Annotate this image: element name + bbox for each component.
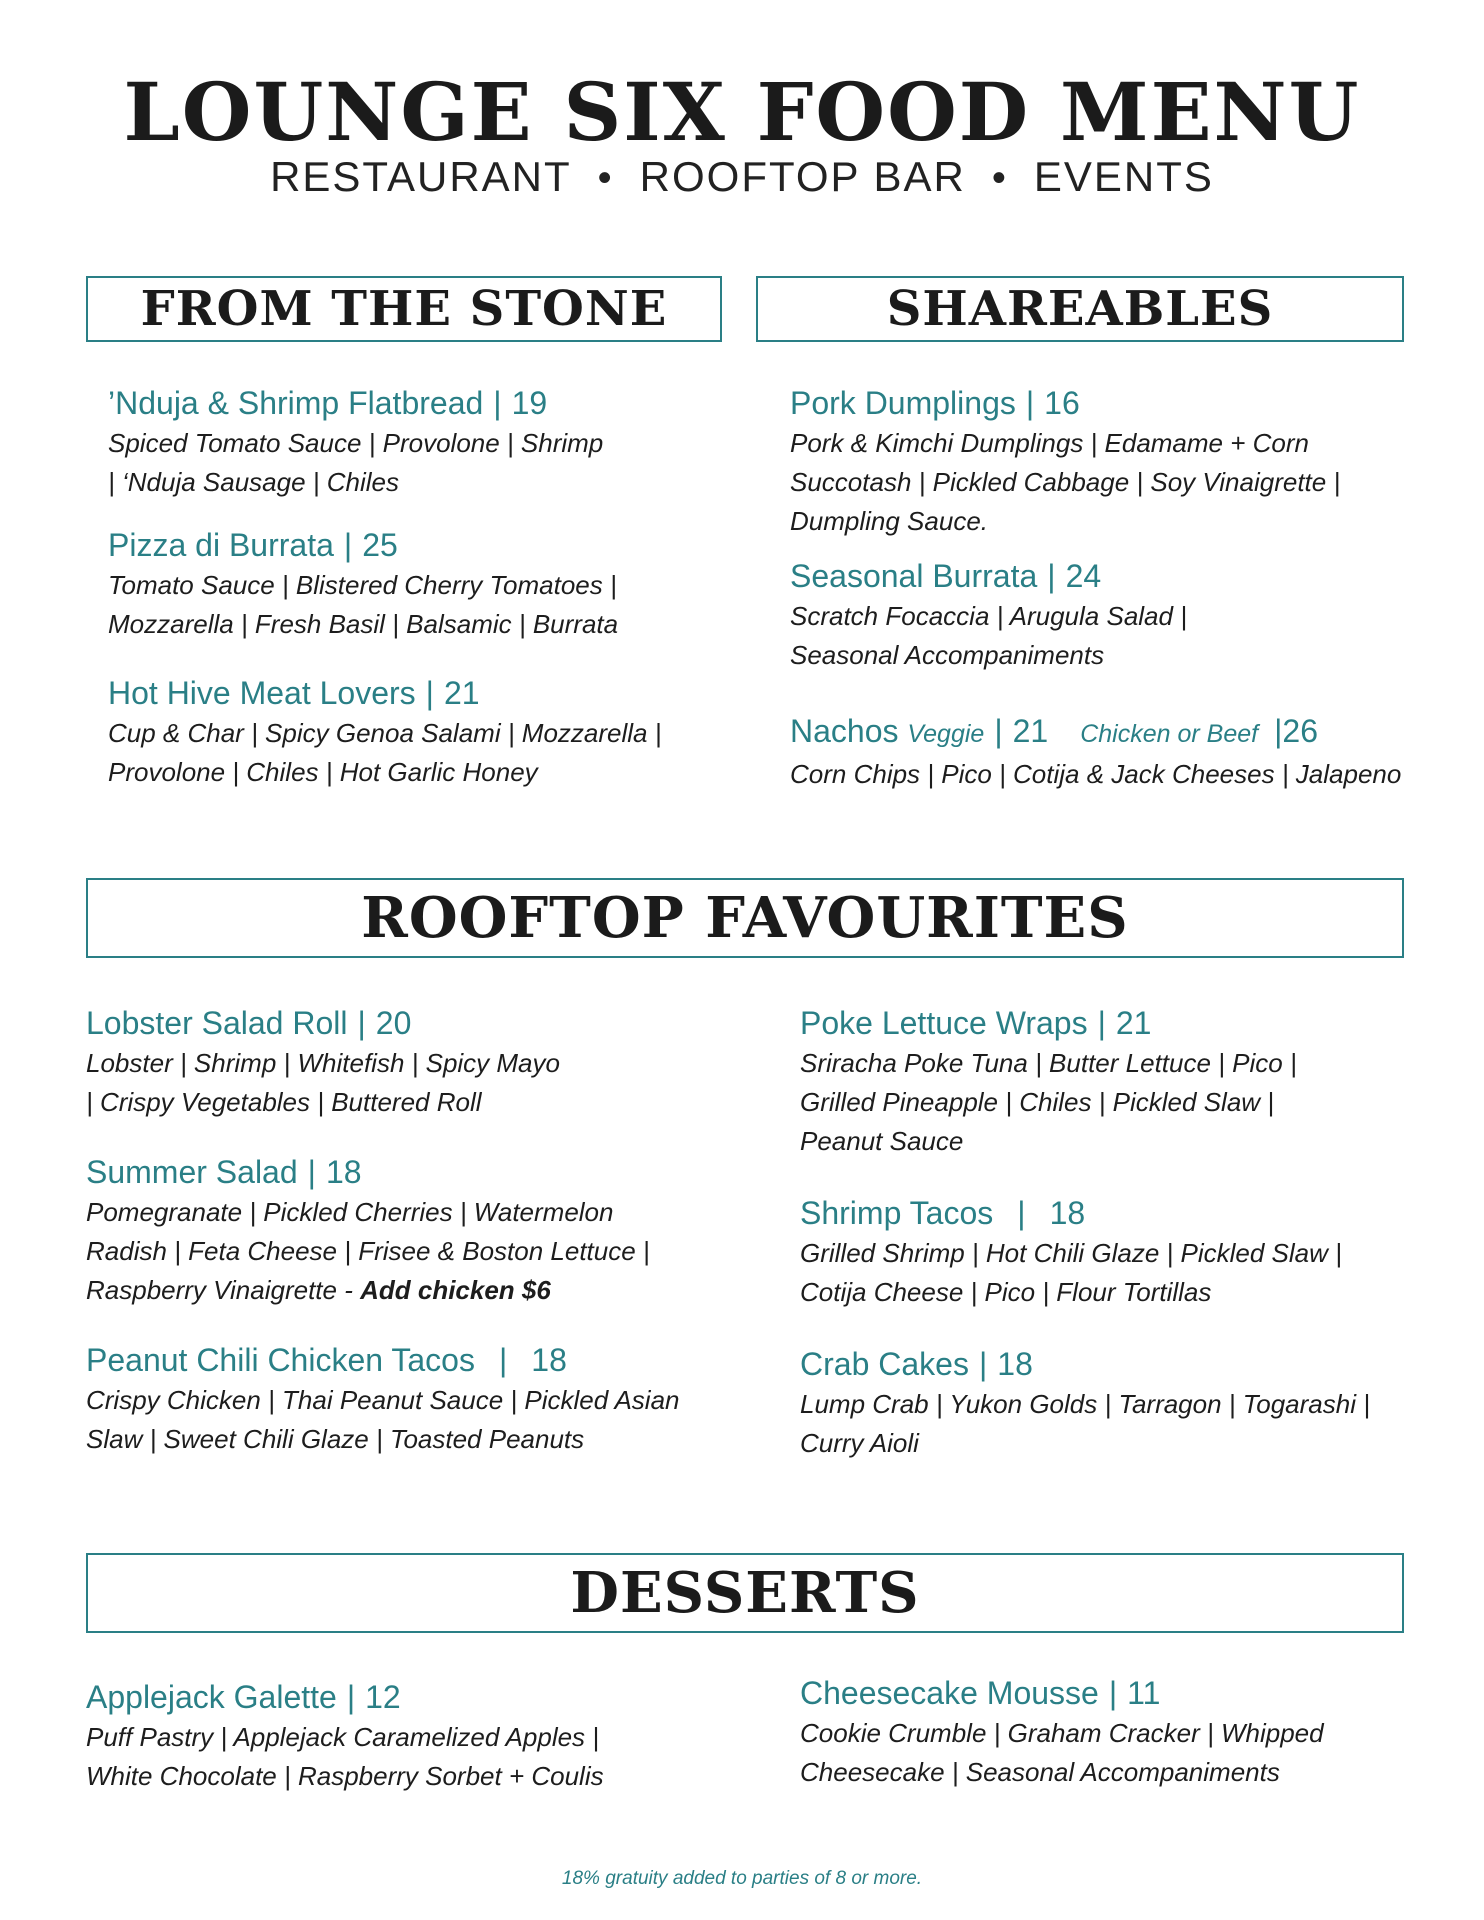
item-description: Sriracha Poke Tuna | Butter Lettuce | Pico | Grilled Pineapple | Chiles | Pickled Slaw | Peanut Sauce [800, 1048, 1297, 1156]
item-price: 16 [1044, 385, 1080, 421]
menu-item-applejack-galette [86, 1676, 706, 1796]
section-heading-text: DESSERTS [570, 1560, 920, 1626]
item-price: 25 [362, 527, 398, 563]
item-name: Pizza di Burrata [108, 527, 334, 563]
item-title: Pizza di Burrata | 25 [108, 527, 398, 563]
item-description: Corn Chips | Pico | Cotija & Jack Cheeses | Jalapeno [790, 759, 1402, 789]
item-price: 18 [531, 1342, 567, 1378]
menu-item-nduja-flatbread [108, 382, 668, 502]
item-title: Cheesecake Mousse | 11 [800, 1675, 1161, 1711]
gratuity-note: 18% gratuity added to parties of 8 or more. [561, 1868, 923, 1889]
section-heading-shareables [756, 276, 1404, 342]
item-name: Summer Salad [86, 1154, 298, 1190]
item-name: Poke Lettuce Wraps [800, 1005, 1088, 1041]
item-description: Pork & Kimchi Dumplings | Edamame + Corn Succotash | Pickled Cabbage | Soy Vinaigrette | Dumpling Sauce. [790, 428, 1341, 536]
menu-item-seasonal-burrata [790, 555, 1390, 675]
item-name: Shrimp Tacos [800, 1195, 994, 1231]
item-name: Cheesecake Mousse [800, 1675, 1099, 1711]
add-chicken-note: Add chicken $6 [360, 1275, 551, 1305]
item-description: Grilled Shrimp | Hot Chili Glaze | Pickled Slaw | Cotija Cheese | Pico | Flour Tortillas [800, 1238, 1342, 1307]
menu-item-shrimp-tacos [800, 1192, 1400, 1312]
item-name: Seasonal Burrata [790, 558, 1038, 594]
item-price: 26 [1282, 713, 1318, 749]
menu-item-lobster-salad-roll [86, 1002, 706, 1122]
menu-item-cheesecake-mousse [800, 1672, 1400, 1792]
item-title: Crab Cakes | 18 [800, 1346, 1033, 1382]
item-description: Tomato Sauce | Blistered Cherry Tomatoes | Mozzarella | Fresh Basil | Balsamic | Burrata [108, 570, 619, 639]
item-title: Pork Dumplings | 16 [790, 385, 1080, 421]
item-title: Applejack Galette | 12 [86, 1679, 401, 1715]
menu-item-pork-dumplings [790, 382, 1390, 541]
bullet-separator: • [597, 156, 614, 200]
section-heading-desserts [86, 1553, 1404, 1633]
section-heading-text: SHAREABLES [886, 281, 1274, 337]
item-price: 18 [997, 1346, 1033, 1382]
item-name: Applejack Galette [86, 1679, 337, 1715]
section-heading-rooftop-favourites [86, 878, 1404, 958]
menu-item-pizza-di-burrata [108, 524, 668, 644]
section-heading-text: FROM THE STONE [140, 281, 668, 337]
menu-item-crab-cakes [800, 1343, 1400, 1463]
subtitle-restaurant: RESTAURANT [270, 153, 572, 200]
section-heading-text: ROOFTOP FAVOURITES [361, 885, 1129, 951]
item-description: Cookie Crumble | Graham Cracker | Whipped Cheesecake | Seasonal Accompaniments [800, 1718, 1324, 1787]
item-price: 24 [1065, 558, 1102, 594]
item-option: Veggie [907, 720, 985, 748]
item-description [86, 1193, 706, 1310]
subtitle-events: EVENTS [1033, 153, 1214, 200]
item-description: Crispy Chicken | Thai Peanut Sauce | Pickled Asian Slaw | Sweet Chili Glaze | Toasted Peanuts [86, 1385, 680, 1454]
item-price: 18 [1049, 1195, 1086, 1231]
item-description-text: Pomegranate | Pickled Cherries | Watermelon Radish | Feta Cheese | Frisee & Boston Lettuce | Raspberry Vinaigrette - [86, 1197, 650, 1305]
menu-item-summer-salad [86, 1151, 706, 1310]
item-price: 20 [375, 1005, 412, 1041]
item-description: Cup & Char | Spicy Genoa Salami | Mozzarella | Provolone | Chiles | Hot Garlic Honey [108, 718, 662, 787]
item-name: Nachos [790, 713, 899, 749]
item-price: 21 [443, 675, 480, 711]
item-title: ’Nduja & Shrimp Flatbread | 19 [108, 385, 548, 421]
item-price: 18 [325, 1154, 362, 1190]
item-title: Seasonal Burrata | 24 [790, 558, 1102, 594]
subtitle-rooftop-bar: ROOFTOP BAR [639, 153, 966, 200]
item-title: Shrimp Tacos | 18 [800, 1195, 1086, 1231]
item-title: Lobster Salad Roll | 20 [86, 1005, 412, 1041]
bullet-separator: • [991, 156, 1008, 200]
item-title: Poke Lettuce Wraps | 21 [800, 1005, 1152, 1041]
menu-subtitle [0, 153, 1484, 200]
item-name: ’Nduja & Shrimp Flatbread [108, 385, 484, 421]
item-price: 12 [365, 1679, 401, 1715]
item-name: Hot Hive Meat Lovers [108, 675, 416, 711]
item-price: 21 [1115, 1005, 1152, 1041]
menu-item-peanut-chili-chicken-tacos [86, 1339, 706, 1459]
item-description: Puff Pastry | Applejack Caramelized Apples | White Chocolate | Raspberry Sorbet + Coulis [86, 1722, 604, 1791]
item-description: Lump Crab | Yukon Golds | Tarragon | Togarashi | Curry Aioli [800, 1389, 1370, 1458]
section-heading-from-the-stone [86, 276, 722, 342]
item-description: Lobster | Shrimp | Whitefish | Spicy Mayo | Crispy Vegetables | Buttered Roll [86, 1048, 560, 1117]
item-title: Summer Salad | 18 [86, 1154, 362, 1190]
item-title: Nachos Veggie | 21 Chicken or Beef |26 [790, 713, 1318, 749]
item-name: Crab Cakes [800, 1346, 969, 1382]
item-title: Peanut Chili Chicken Tacos | 18 [86, 1342, 567, 1378]
menu-item-poke-lettuce-wraps [800, 1002, 1400, 1161]
item-title: Hot Hive Meat Lovers | 21 [108, 675, 480, 711]
item-description: Spiced Tomato Sauce | Provolone | Shrimp | ‘Nduja Sausage | Chiles [108, 428, 604, 497]
item-price: 11 [1127, 1675, 1161, 1711]
item-name: Pork Dumplings [790, 385, 1016, 421]
item-option: Chicken or Beef [1080, 720, 1259, 748]
menu-item-nachos [790, 710, 1410, 794]
item-description: Scratch Focaccia | Arugula Salad | Seasonal Accompaniments [790, 601, 1187, 670]
item-name: Lobster Salad Roll [86, 1005, 348, 1041]
menu-title: LOUNGE SIX FOOD MENU [123, 65, 1361, 159]
menu-item-hot-hive-meat-lovers [108, 672, 668, 792]
item-price: 21 [1012, 713, 1049, 749]
item-name: Peanut Chili Chicken Tacos [86, 1342, 475, 1378]
item-price: 19 [511, 385, 548, 421]
